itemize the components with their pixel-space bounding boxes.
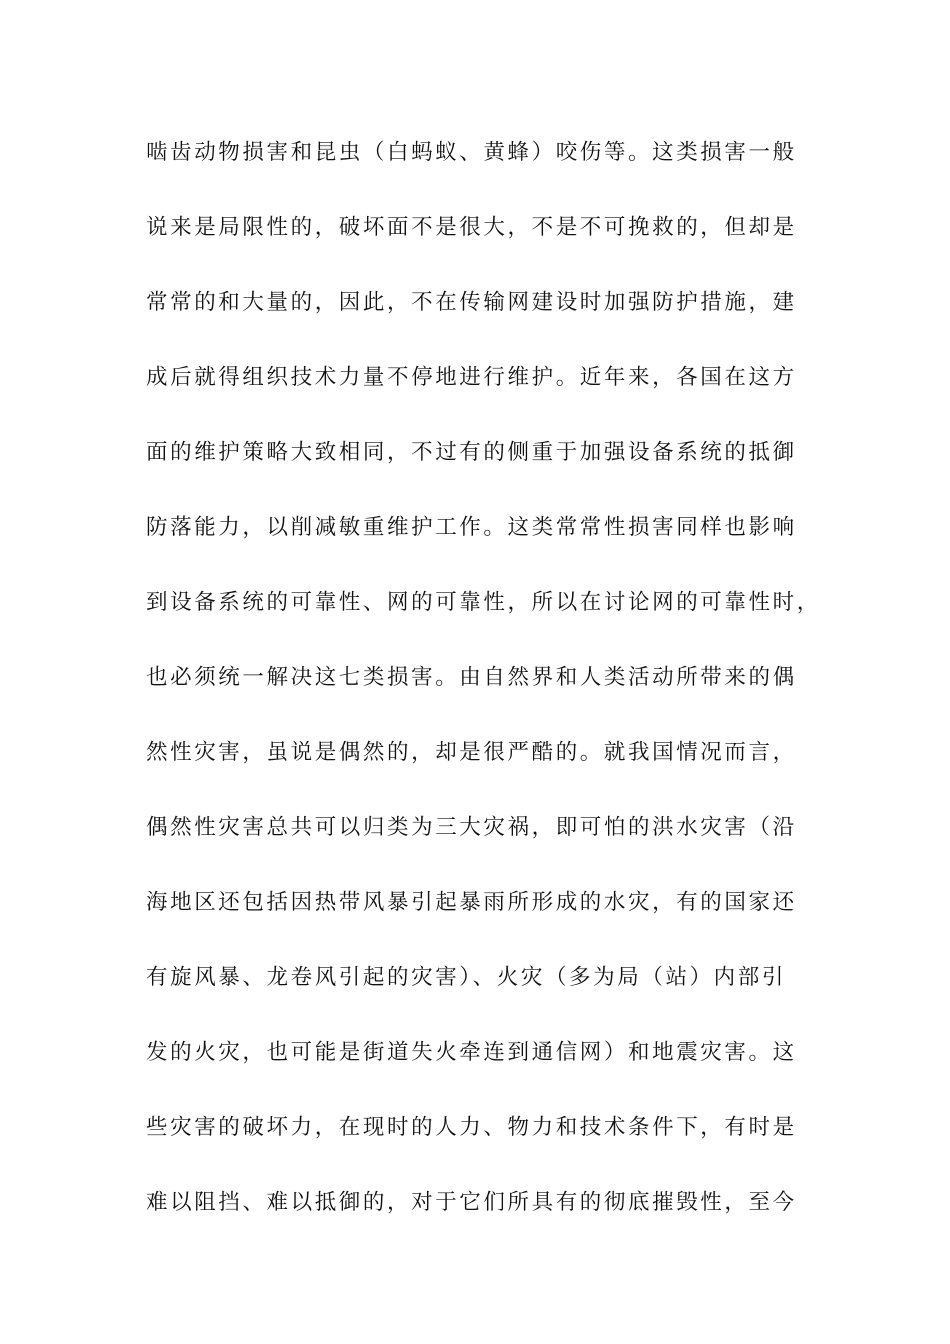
text-line-1: 啮齿动物损害和昆虫（白蚂蚁、黄蜂）咬伤等。这类损害一般	[146, 140, 797, 165]
text-line-15: 难以阻挡、难以抵御的，对于它们所具有的彻底摧毁性，至今	[146, 1190, 797, 1215]
text-line-14: 些灾害的破坏力，在现时的人力、物力和技术条件下，有时是	[146, 1115, 797, 1140]
text-line-12: 有旋风暴、龙卷风引起的灾害）、火灾（多为局（站）内部引	[146, 965, 786, 990]
text-line-10: 偶然性灾害总共可以归类为三大灾祸，即可怕的洪水灾害（沿	[146, 815, 797, 840]
text-line-8: 也必须统一解决这七类损害。由自然界和人类活动所带来的偶	[146, 665, 797, 690]
text-line-9: 然性灾害，虽说是偶然的，却是很严酷的。就我国情况而言，	[146, 740, 797, 765]
text-line-2: 说来是局限性的，破坏面不是很大，不是不可挽救的，但却是	[146, 215, 797, 240]
text-line-13: 发的火灾，也可能是街道失火牵连到通信网）和地震灾害。这	[146, 1040, 797, 1065]
text-line-5: 面的维护策略大致相同，不过有的侧重于加强设备系统的抵御	[146, 440, 797, 465]
text-line-11: 海地区还包括因热带风暴引起暴雨所形成的水灾，有的国家还	[146, 890, 797, 915]
text-line-3: 常常的和大量的，因此，不在传输网建设时加强防护措施，建	[146, 290, 797, 315]
text-line-6: 防落能力，以削减敏重维护工作。这类常常性损害同样也影响	[146, 515, 797, 540]
body-text	[146, 134, 826, 1259]
text-line-7: 到设备系统的可靠性、网的可靠性，所以在讨论网的可靠性时，	[146, 590, 821, 615]
text-line-4: 成后就得组织技术力量不停地进行维护。近年来，各国在这方	[146, 365, 797, 390]
